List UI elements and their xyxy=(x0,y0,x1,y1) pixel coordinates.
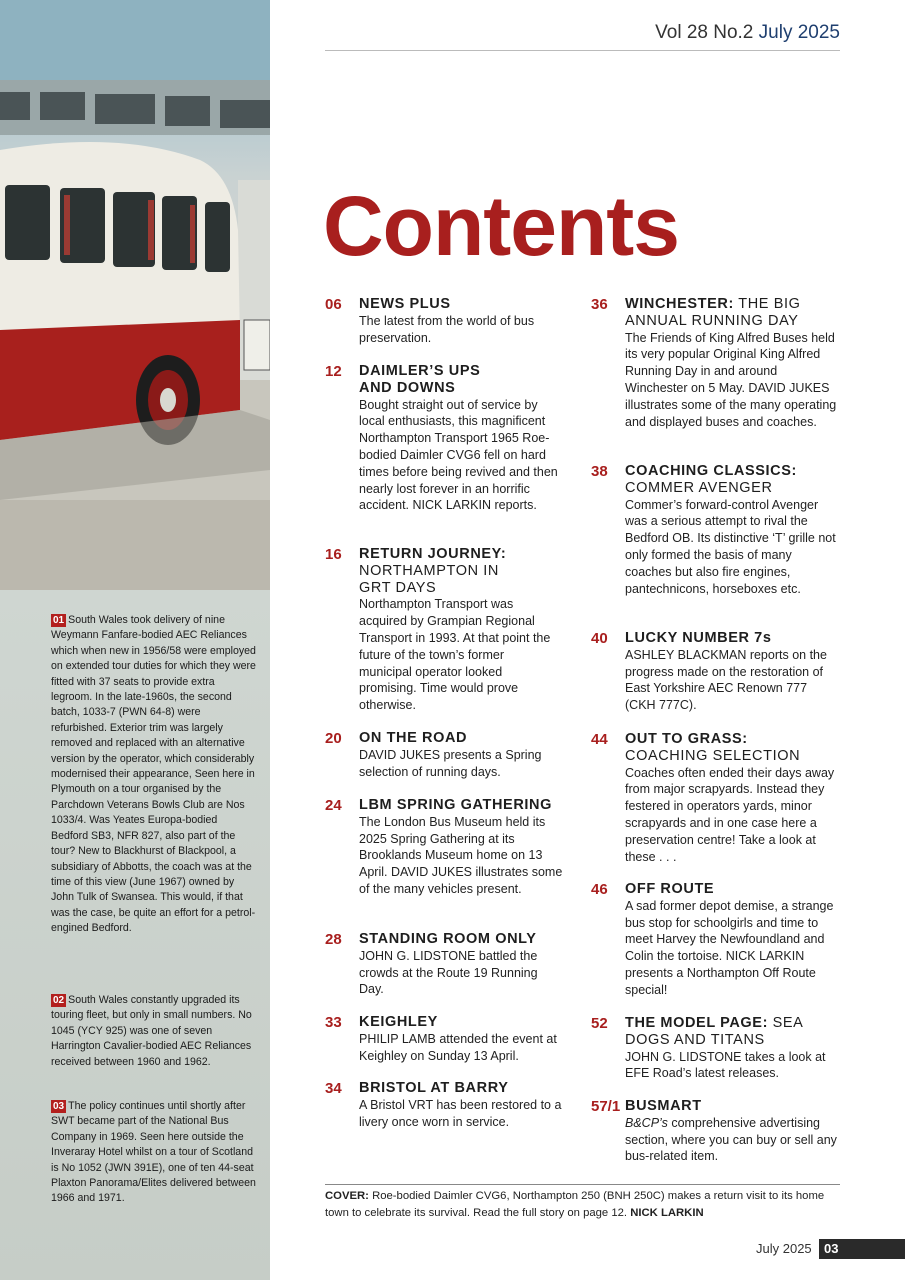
entry-description: The Friends of King Alfred Buses held its very popular Original King Alfred Running Day in and around Winchester on 5 May. DAVID JUKES illustrates some of the many operating and displayed buses and coaches. xyxy=(625,330,837,429)
caption-text: The policy continues until shortly after SWT became part of the National Bus Company in 1969. Seen here outside the Inveraray Hotel whilst on a tour of Scotland is No 1052 (JWN 391E), one of ten 44-seat Plaxton Panorama/Elites delivered between 1966 and 1971. xyxy=(51,1100,256,1205)
entry-description-italic: B&CP’s xyxy=(625,1115,668,1130)
entry-description: The latest from the world of bus preservation. xyxy=(359,313,535,345)
entry-title: THE MODEL PAGE: xyxy=(625,1015,768,1031)
page-number: 06 xyxy=(325,296,342,313)
issue-number: Vol 28 No.2 xyxy=(655,22,754,43)
entry-title: NEWS PLUS xyxy=(359,296,451,312)
entry-title: DAIMLER’S UPS AND DOWNS xyxy=(359,363,481,396)
page-number: 44 xyxy=(591,731,608,748)
page-title: Contents xyxy=(323,179,679,273)
entry-description: Bought straight out of service by local enthusiasts, this magnificent Northampton Transport 1965 Roe-bodied Daimler CVG6 fell on hard times before being revived and then nearly lost forever in an horrific accident. NICK LARKIN reports. xyxy=(359,397,558,513)
page-number: 24 xyxy=(325,797,342,814)
page-number: 20 xyxy=(325,730,342,747)
entry-subtitle: NORTHAMPTON IN GRT DAYS xyxy=(359,562,499,596)
entry-title: RETURN JOURNEY: xyxy=(359,546,507,562)
entry-description: The London Bus Museum held its 2025 Spring Gathering at its Brooklands Museum home on 13 April. DAVID JUKES illustrates some of the many vehicles present. xyxy=(359,814,563,896)
caption-2 xyxy=(51,993,256,1070)
entry-title: LBM SPRING GATHERING xyxy=(359,797,552,813)
entry-description: JOHN G. LIDSTONE battled the crowds at the Route 19 Running Day. xyxy=(359,948,538,997)
footer-page-bar xyxy=(819,1239,905,1259)
entry-subtitle: COACHING SELECTION xyxy=(625,747,801,764)
entry-description: ASHLEY BLACKMAN reports on the progress made on the restoration of East Yorkshire AEC Renown 777 (CKH 777C). xyxy=(625,647,827,713)
entry-subtitle: SEA DOGS AND TITANS xyxy=(625,1015,803,1048)
page-number: 34 xyxy=(325,1080,342,1097)
page-number: 57/1 xyxy=(591,1098,621,1115)
entry-description: A sad former depot demise, a strange bus stop for schoolgirls and time to meet Harvey the Newfoundland and Colin the tortoise. NICK LARKIN presents a Northampton Off Route special! xyxy=(625,898,834,997)
page-number: 36 xyxy=(591,296,608,313)
page-number: 33 xyxy=(325,1014,342,1031)
entry-title: ON THE ROAD xyxy=(359,730,468,746)
entry-title: KEIGHLEY xyxy=(359,1014,438,1030)
page-number: 40 xyxy=(591,630,608,647)
entry-subtitle: THE BIG ANNUAL RUNNING DAY xyxy=(625,296,801,329)
caption-number: 01 xyxy=(53,615,65,626)
entry-subtitle: COMMER AVENGER xyxy=(625,479,773,496)
cover-photo xyxy=(0,0,270,590)
cover-text: Roe-bodied Daimler CVG6, Northampton 250 (BNH 250C) makes a return visit to its home town to celebrate its survival. Read the full story on page 12. xyxy=(325,1190,825,1219)
page-number: 52 xyxy=(591,1015,608,1032)
page-number: 16 xyxy=(325,546,342,563)
page-number: 46 xyxy=(591,881,608,898)
caption-number: 02 xyxy=(53,995,65,1006)
coach-photo xyxy=(0,0,270,590)
caption-1 xyxy=(51,613,256,937)
entry-title: LUCKY NUMBER 7s xyxy=(625,630,772,646)
entry-title: OUT TO GRASS: xyxy=(625,731,748,747)
page-number: 12 xyxy=(325,363,342,380)
entry-description: JOHN G. LIDSTONE takes a look at EFE Road’s latest releases. xyxy=(625,1049,826,1081)
entry-description: DAVID JUKES presents a Spring selection of running days. xyxy=(359,747,542,779)
caption-3 xyxy=(51,1099,256,1207)
footer-date: July 2025 xyxy=(756,1241,812,1256)
entry-description: A Bristol VRT has been restored to a livery once worn in service. xyxy=(359,1097,562,1129)
cover-divider xyxy=(325,1184,840,1185)
cover-label: COVER: xyxy=(325,1190,369,1202)
entry-description: Northampton Transport was acquired by Grampian Regional Transport in 1993. At that point the future of the town’s former municipal operator looked promising. Time would prove otherwise. xyxy=(359,597,551,713)
header-divider xyxy=(325,50,840,51)
caption-text: South Wales took delivery of nine Weymann Fanfare-bodied AEC Reliances which when new in 1956/58 were employed on extended tour duties for which they were fitted with 37 seats to provide extra legroom. In the late-1960s, the second batch, 1033-7 (PWN 64-8) were refurbished. Exterior trim was largely removed and replaced with an alternative version by the operator, which considerably modernised their appearance, Seen here in Plymouth on a tour organised by the Parchdown Veterans Bowls Club are Nos 1033/4. Was Yeates Europa-bodied Bedford SB3, NFR 827, also part of the tour? New to Blackhurst of Blackpool, a subsidiary of Abbotts, the coach was at the time of this view (June 1967) owned by John Tulk of Swansea. This would, if that was the case, be quite an effort for a petrol-engined Bedford. xyxy=(51,614,256,935)
cover-credit: NICK LARKIN xyxy=(630,1206,704,1219)
entry-title: WINCHESTER: xyxy=(625,296,734,312)
cover-note xyxy=(325,1188,850,1221)
issue-month: July 2025 xyxy=(758,22,840,43)
caption-text: South Wales constantly upgraded its touring fleet, but only in small numbers. No 1045 (YCY 925) was one of seven Harrington Cavalier-bodied AEC Reliances received between 1960 and 1962. xyxy=(51,994,252,1068)
entry-title: BRISTOL AT BARRY xyxy=(359,1080,509,1096)
entry-title: OFF ROUTE xyxy=(625,881,715,897)
footer-page-number: 03 xyxy=(824,1241,839,1256)
issue-info xyxy=(655,22,840,44)
page-number: 38 xyxy=(591,463,608,480)
photo-captions xyxy=(0,590,270,1280)
entry-description: PHILIP LAMB attended the event at Keighley on Sunday 13 April. xyxy=(359,1031,557,1063)
entry-description: comprehensive advertising section, where you can buy or sell any bus-related item. xyxy=(625,1115,837,1164)
entry-title: STANDING ROOM ONLY xyxy=(359,931,537,947)
entry-title: COACHING CLASSICS: xyxy=(625,463,797,479)
entry-description: Coaches often ended their days away from major scrapyards. Instead they festered in operators yards, minor scrapyards and in one case here a preservation centre! Take a look at these . . . xyxy=(625,765,835,864)
entry-description: Commer’s forward-control Avenger was a serious attempt to rival the Bedford OB. Its distinctive ‘T’ grille not only formed the basis of many coaches but also fire engines, pantechnicons, horseboxes etc. xyxy=(625,497,836,596)
caption-number: 03 xyxy=(53,1101,65,1112)
page-number: 28 xyxy=(325,931,342,948)
entry-title: BUSMART xyxy=(625,1098,702,1114)
